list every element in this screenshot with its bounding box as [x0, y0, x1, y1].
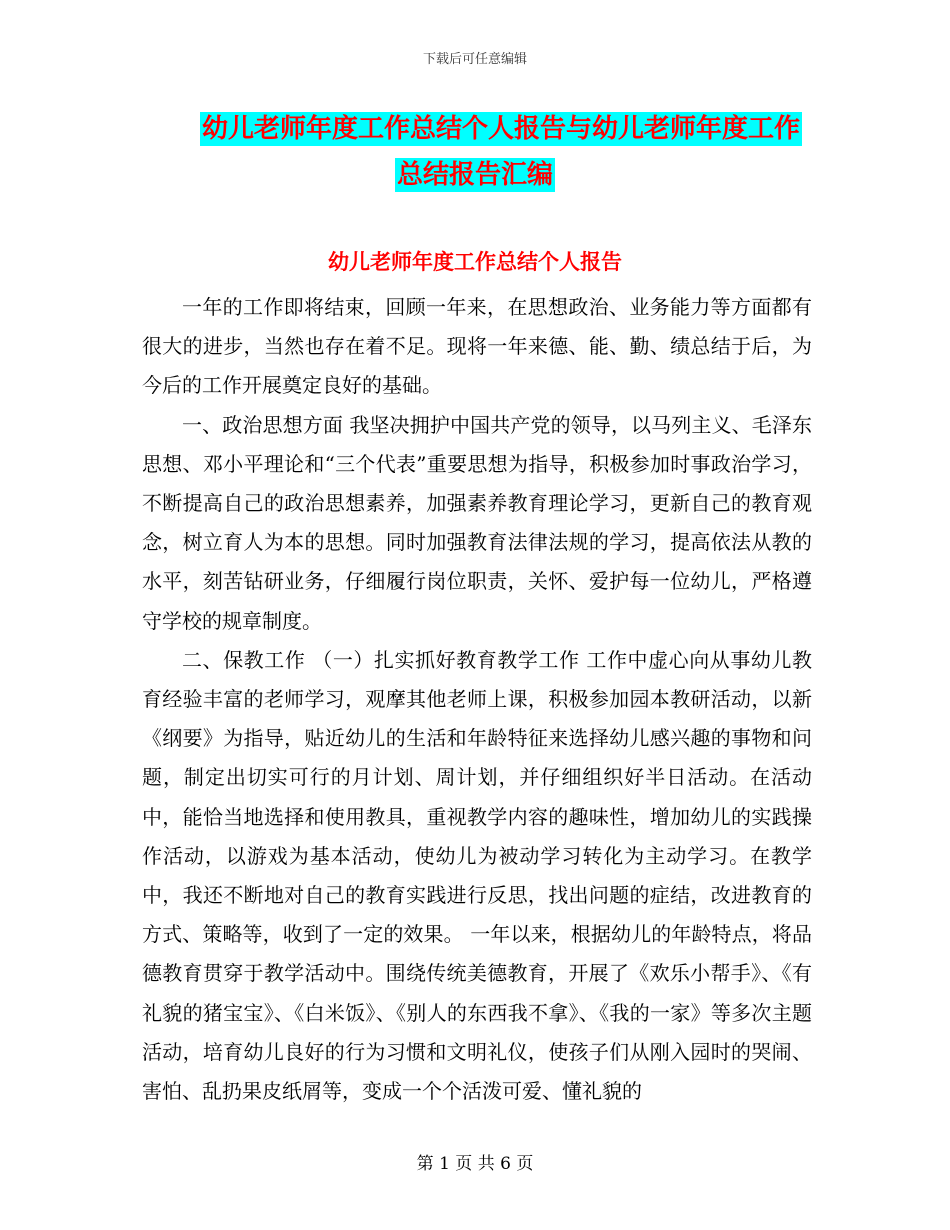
title-line-2-text: 总结报告汇编	[396, 160, 553, 190]
title-line-2	[0, 152, 950, 198]
title-line-1	[0, 106, 950, 152]
section-title: 幼儿老师年度工作总结个人报告	[328, 250, 622, 274]
page-header-note: 下载后可任意编辑	[422, 52, 527, 67]
paragraph-intro: 一年的工作即将结束，回顾一年来，在思想政治、业务能力等方面都有很大的进步，当然也存在着不足。现将一年来德、能、勤、绩总结于后，为今后的工作开展奠定良好的基础。	[142, 295, 812, 398]
title-line-1-text: 幼儿老师年度工作总结个人报告与幼儿老师年度工作	[201, 114, 800, 144]
document-body	[142, 288, 812, 1111]
paragraph-teaching: 二、保教工作 （一）扎实抓好教育教学工作 工作中虚心向从事幼儿教育经验丰富的老师学习，观摩其他老师上课，积极参加园本教研活动，以新《纲要》为指导，贴近幼儿的生活和年龄特征来选择幼儿感兴趣的事物和问题，制定出切实可行的月计划、周计划，并仔细组织好半日活动。在活动中，能恰当地选择和使用教具，重视教学内容的趣味性，增加幼儿的实践操作活动，以游戏为基本活动，使幼儿为被动学习转化为主动学习。在教学中，我还不断地对自己的教育实践进行反思，找出问题的症结，改进教育的方式、策略等，收到了一定的效果。 一年以来，根据幼儿的年龄特点，将品德教育贯穿于教学活动中。围绕传统美德教育，开展了《欢乐小帮手》、《有礼貌的猪宝宝》、《白米饭》、《别人的东西我不拿》、《我的一家》等多次主题活动，培育幼儿良好的行为习惯和文明礼仪，使孩子们从刚入园时的哭闹、害怕、乱扔果皮纸屑等，变成一个个活泼可爱、懂礼貌的	[142, 647, 812, 1104]
paragraph-political: 一、政治思想方面 我坚决拥护中国共产党的领导，以马列主义、毛泽东思想、邓小平理论和“三个代表”重要思想为指导，积极参加时事政治学习，不断提高自己的政治思想素养，加强素养教育理论学习，更新自己的教育观念，树立育人为本的思想。同时加强教育法律法规的学习，提高依法从教的水平，刻苦钻研业务，仔细履行岗位职责，关怀、爱护每一位幼儿，严格遵守学校的规章制度。	[142, 412, 812, 633]
document-title	[0, 106, 950, 198]
page-number: 第 1 页 共 6 页	[416, 1154, 534, 1174]
